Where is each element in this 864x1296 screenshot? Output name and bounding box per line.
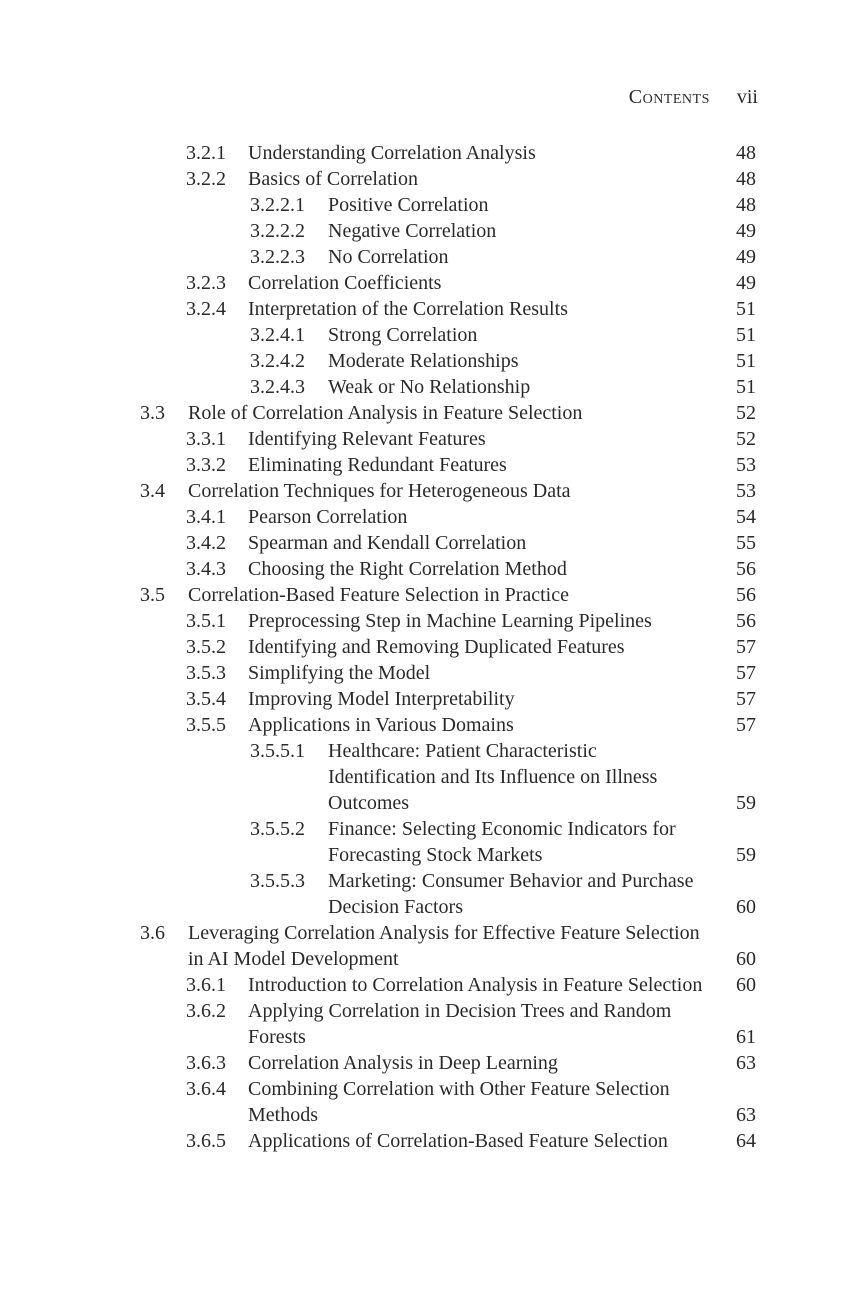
- toc-entry-page: 49: [736, 246, 756, 268]
- toc-entry-page: 51: [736, 324, 756, 346]
- toc-entry-number: 3.4.1: [186, 506, 226, 528]
- toc-entry-title: Correlation Techniques for Heterogeneous Data: [188, 480, 571, 502]
- toc-entry: [0, 270, 864, 296]
- toc-entry-title: Eliminating Redundant Features: [248, 454, 507, 476]
- toc-entry-number: 3.2.2.3: [250, 246, 305, 268]
- toc-entry-number: 3.2.4.1: [250, 324, 305, 346]
- toc-entry-page: 61: [736, 1026, 756, 1048]
- toc-entry: [0, 582, 864, 608]
- toc-entry-page: 57: [736, 714, 756, 736]
- toc-entry-page: 60: [736, 948, 756, 970]
- toc-entry-title: Combining Correlation with Other Feature Selection Methods: [248, 1078, 670, 1126]
- toc-entry-title: Applying Correlation in Decision Trees and Random Forests: [248, 1000, 672, 1048]
- toc-entry: [0, 816, 864, 868]
- toc-entry-page: 57: [736, 688, 756, 710]
- toc-entry-page: 49: [736, 272, 756, 294]
- toc-entry-page: 51: [736, 350, 756, 372]
- toc-entry-page: 52: [736, 428, 756, 450]
- toc-entry-number: 3.2.4.2: [250, 350, 305, 372]
- toc-entry: [0, 452, 864, 478]
- toc-entry: [0, 400, 864, 426]
- toc-entry: [0, 166, 864, 192]
- toc-entry: [0, 1076, 864, 1128]
- toc-entry-page: 51: [736, 298, 756, 320]
- toc-entry-number: 3.4: [140, 480, 165, 502]
- toc-entry-title: Applications in Various Domains: [248, 714, 514, 736]
- toc-entry-page: 56: [736, 610, 756, 632]
- toc-entry-title: Negative Correlation: [328, 220, 497, 242]
- toc-entry-number: 3.6.3: [186, 1052, 226, 1074]
- toc-entry-number: 3.6: [140, 922, 165, 944]
- toc-entry-title: Choosing the Right Correlation Method: [248, 558, 567, 580]
- toc-entry: [0, 1050, 864, 1076]
- toc-entry-page: 60: [736, 896, 756, 918]
- toc-entry: [0, 192, 864, 218]
- toc-entry-page: 48: [736, 194, 756, 216]
- toc-entry-page: 59: [736, 792, 756, 814]
- toc-entry-number: 3.2.2.2: [250, 220, 305, 242]
- toc-entry: [0, 478, 864, 504]
- toc-entry: [0, 504, 864, 530]
- toc-entry-title: Improving Model Interpretability: [248, 688, 515, 710]
- toc-entry-number: 3.2.1: [186, 142, 226, 164]
- toc-entry-page: 53: [736, 454, 756, 476]
- toc-entry-page: 57: [736, 636, 756, 658]
- toc-entry: [0, 1128, 864, 1154]
- toc-entry: [0, 218, 864, 244]
- toc-entry: [0, 972, 864, 998]
- toc-entry-page: 56: [736, 558, 756, 580]
- toc-entry-number: 3.4.3: [186, 558, 226, 580]
- toc-entry-number: 3.2.3: [186, 272, 226, 294]
- toc-entry-number: 3.2.2: [186, 168, 226, 190]
- toc-entry-title: Role of Correlation Analysis in Feature Selection: [188, 402, 583, 424]
- toc-entry-title: Moderate Relationships: [328, 350, 519, 372]
- toc-entry: [0, 374, 864, 400]
- toc-entry-title: Correlation-Based Feature Selection in Practice: [188, 584, 569, 606]
- toc-entry-page: 57: [736, 662, 756, 684]
- toc-entry: [0, 634, 864, 660]
- toc-entry-page: 54: [736, 506, 756, 528]
- toc-entry-title: Marketing: Consumer Behavior and Purchase Decision Factors: [328, 870, 694, 918]
- toc-entry-title: Applications of Correlation-Based Feature Selection: [248, 1130, 668, 1152]
- page-number: vii: [736, 86, 758, 108]
- toc-entry-page: 51: [736, 376, 756, 398]
- toc-entry: [0, 608, 864, 634]
- toc-entry-title: Introduction to Correlation Analysis in Feature Selection: [248, 974, 703, 996]
- toc-entry-number: 3.5.1: [186, 610, 226, 632]
- toc-entry: [0, 920, 864, 972]
- toc-entry-title: Identifying Relevant Features: [248, 428, 486, 450]
- toc-entry-title: Weak or No Relationship: [328, 376, 531, 398]
- toc-entry-page: 56: [736, 584, 756, 606]
- toc-entry-title: Correlation Coefficients: [248, 272, 442, 294]
- toc-entry-page: 60: [736, 974, 756, 996]
- toc-entry-title: Interpretation of the Correlation Results: [248, 298, 568, 320]
- running-header-title: Contents: [628, 86, 710, 108]
- toc-entry: [0, 322, 864, 348]
- toc-entry-title: Identifying and Removing Duplicated Features: [248, 636, 625, 658]
- toc-entry: [0, 998, 864, 1050]
- toc-entry-number: 3.2.2.1: [250, 194, 305, 216]
- toc-entry-page: 63: [736, 1104, 756, 1126]
- toc-entry: [0, 296, 864, 322]
- toc-entry: [0, 348, 864, 374]
- toc-entry-page: 52: [736, 402, 756, 424]
- toc-entry-title: Finance: Selecting Economic Indicators for Forecasting Stock Markets: [328, 818, 676, 866]
- toc-entry-title: Positive Correlation: [328, 194, 489, 216]
- toc-entry-number: 3.5.2: [186, 636, 226, 658]
- toc-entry-number: 3.5: [140, 584, 165, 606]
- toc-entry-title: Correlation Analysis in Deep Learning: [248, 1052, 558, 1074]
- toc-entry-number: 3.5.4: [186, 688, 226, 710]
- toc-entry-number: 3.5.5.3: [250, 870, 305, 892]
- toc-entry-number: 3.5.3: [186, 662, 226, 684]
- toc-entry-number: 3.6.1: [186, 974, 226, 996]
- toc-entry-title: Strong Correlation: [328, 324, 478, 346]
- toc-entry-title: Simplifying the Model: [248, 662, 431, 684]
- toc-entry-page: 63: [736, 1052, 756, 1074]
- running-header: [629, 86, 758, 109]
- toc-entry-title: Leveraging Correlation Analysis for Effective Feature Selection in AI Model Development: [188, 922, 700, 970]
- toc-entry: [0, 660, 864, 686]
- toc-entry: [0, 530, 864, 556]
- toc-entry: [0, 738, 864, 816]
- toc-entry: [0, 426, 864, 452]
- toc-entry-page: 64: [736, 1130, 756, 1152]
- toc-entry-page: 53: [736, 480, 756, 502]
- toc-entry-page: 48: [736, 168, 756, 190]
- toc-entry-number: 3.3: [140, 402, 165, 424]
- toc-entry-title: Understanding Correlation Analysis: [248, 142, 536, 164]
- toc-entry-number: 3.2.4: [186, 298, 226, 320]
- toc-entry-title: Basics of Correlation: [248, 168, 418, 190]
- toc-entry-title: Spearman and Kendall Correlation: [248, 532, 527, 554]
- toc-entry-number: 3.5.5.1: [250, 740, 305, 762]
- toc-entry-number: 3.3.1: [186, 428, 226, 450]
- toc-entry-page: 59: [736, 844, 756, 866]
- toc-entry-number: 3.5.5.2: [250, 818, 305, 840]
- toc-entry-number: 3.3.2: [186, 454, 226, 476]
- toc-entry-number: 3.6.2: [186, 1000, 226, 1022]
- toc-entry-title: Preprocessing Step in Machine Learning Pipelines: [248, 610, 652, 632]
- toc-entry-number: 3.4.2: [186, 532, 226, 554]
- toc-entry-title: No Correlation: [328, 246, 449, 268]
- toc-entry-number: 3.5.5: [186, 714, 226, 736]
- toc-entry-number: 3.6.5: [186, 1130, 226, 1152]
- toc-entry: [0, 686, 864, 712]
- toc-entry-title: Healthcare: Patient Characteristic Identification and Its Influence on Illness Outcomes: [328, 740, 658, 814]
- toc-entry: [0, 556, 864, 582]
- toc-entry: [0, 140, 864, 166]
- toc-entry-number: 3.2.4.3: [250, 376, 305, 398]
- toc-entry: [0, 868, 864, 920]
- toc-entry-page: 55: [736, 532, 756, 554]
- toc-entry-number: 3.6.4: [186, 1078, 226, 1100]
- toc-entry-page: 48: [736, 142, 756, 164]
- table-of-contents: [0, 140, 864, 1154]
- toc-entry-title: Pearson Correlation: [248, 506, 408, 528]
- toc-entry: [0, 712, 864, 738]
- toc-entry: [0, 244, 864, 270]
- toc-entry-page: 49: [736, 220, 756, 242]
